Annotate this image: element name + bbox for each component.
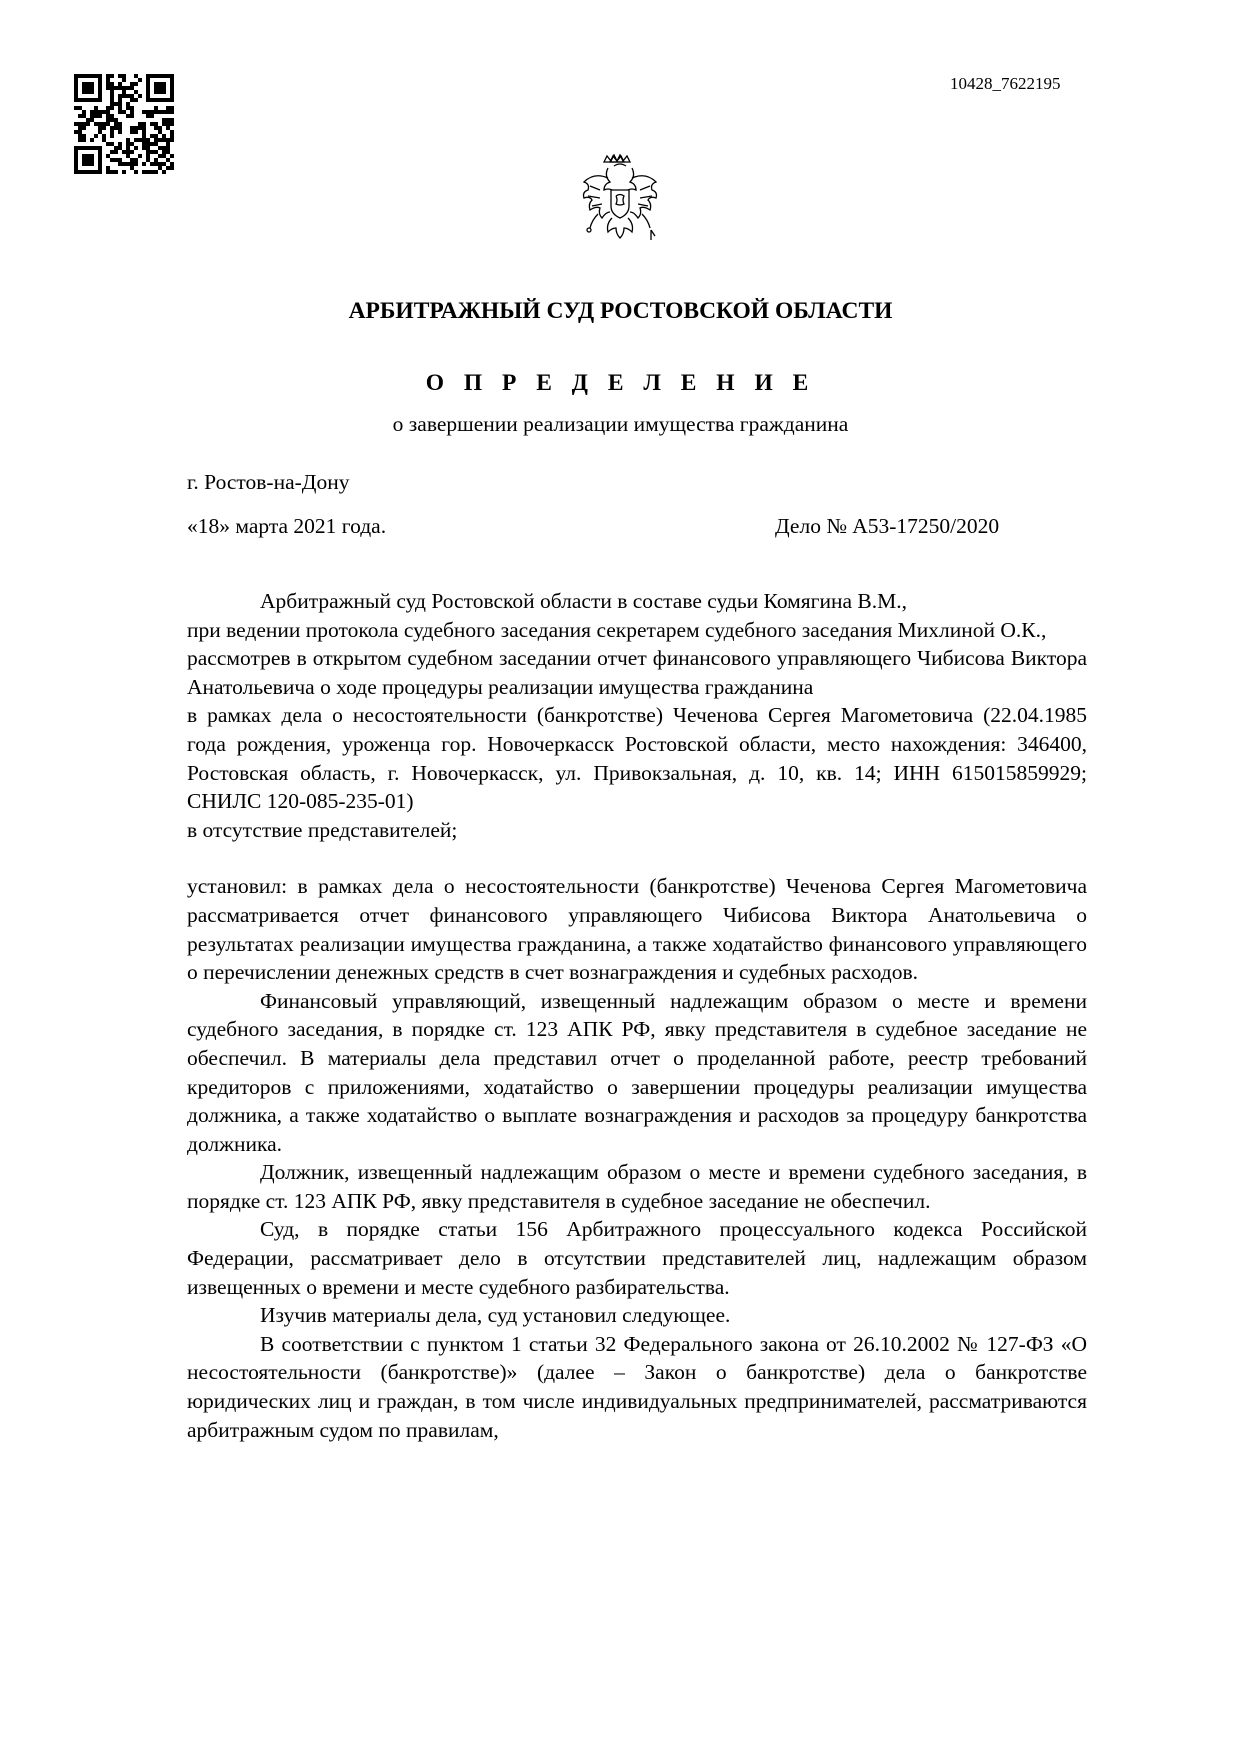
qr-module bbox=[118, 126, 122, 130]
qr-module bbox=[130, 150, 134, 154]
qr-module bbox=[110, 102, 114, 106]
qr-module bbox=[90, 138, 94, 142]
qr-module bbox=[102, 134, 106, 138]
qr-module bbox=[142, 162, 146, 166]
qr-module bbox=[114, 158, 118, 162]
qr-module bbox=[106, 74, 110, 78]
qr-module bbox=[90, 114, 94, 118]
document-date: «18» марта 2021 года. bbox=[187, 514, 387, 538]
qr-module bbox=[154, 138, 158, 142]
qr-module bbox=[122, 162, 126, 166]
qr-module bbox=[90, 118, 94, 122]
qr-module bbox=[82, 126, 86, 130]
qr-module bbox=[158, 130, 162, 134]
qr-module bbox=[154, 106, 158, 110]
document-type: О П Р Е Д Е Л Е Н И Е bbox=[425, 370, 816, 396]
qr-module bbox=[162, 138, 166, 142]
qr-module bbox=[170, 130, 174, 134]
qr-module bbox=[122, 90, 126, 94]
qr-module bbox=[162, 122, 166, 126]
qr-module bbox=[134, 126, 138, 130]
qr-module bbox=[118, 106, 122, 110]
qr-module bbox=[110, 170, 114, 174]
qr-module bbox=[102, 138, 106, 142]
qr-module bbox=[106, 114, 110, 118]
paragraph-absence: в отсутствие представителей; bbox=[187, 817, 458, 842]
qr-module bbox=[150, 150, 154, 154]
qr-module bbox=[138, 154, 142, 158]
qr-module bbox=[86, 122, 90, 126]
qr-module bbox=[98, 130, 102, 134]
qr-module bbox=[114, 122, 118, 126]
qr-module bbox=[78, 138, 82, 142]
qr-module bbox=[114, 146, 118, 150]
qr-module bbox=[170, 118, 174, 122]
qr-module bbox=[110, 86, 114, 90]
qr-module bbox=[98, 114, 102, 118]
coat-of-arms-icon bbox=[578, 152, 662, 248]
qr-module bbox=[130, 110, 134, 114]
qr-module bbox=[166, 110, 170, 114]
qr-module bbox=[110, 142, 114, 146]
paragraph-article-156: Суд, в порядке статьи 156 Арбитражного процессуального кодекса Российской Федерации, рассматривает дело в отсутствии представителей лиц, надлежащим образом извещенных о времени и месте судебного разбирательства. bbox=[187, 1217, 1087, 1299]
qr-module bbox=[110, 106, 114, 110]
qr-module bbox=[106, 122, 110, 126]
document-body bbox=[187, 587, 1087, 1444]
qr-module bbox=[118, 162, 122, 166]
qr-module bbox=[134, 98, 138, 102]
qr-module bbox=[126, 86, 130, 90]
paragraph-court-composition: Арбитражный суд Ростовской области в составе судьи Комягина В.М., bbox=[260, 589, 907, 613]
qr-module bbox=[102, 110, 106, 114]
qr-module bbox=[74, 130, 78, 134]
qr-module bbox=[106, 142, 110, 146]
qr-module bbox=[126, 106, 130, 110]
qr-module bbox=[130, 166, 134, 170]
qr-module bbox=[102, 126, 106, 130]
qr-module bbox=[122, 78, 126, 82]
qr-module bbox=[162, 118, 166, 122]
qr-module bbox=[126, 146, 130, 150]
qr-module bbox=[118, 74, 122, 78]
qr-module bbox=[162, 162, 166, 166]
case-number: Дело № А53-17250/2020 bbox=[775, 514, 1000, 538]
qr-module bbox=[158, 166, 162, 170]
qr-module bbox=[110, 98, 114, 102]
qr-module bbox=[82, 122, 86, 126]
qr-module bbox=[146, 170, 150, 174]
qr-module bbox=[146, 110, 150, 114]
qr-module bbox=[162, 170, 166, 174]
qr-module bbox=[110, 134, 114, 138]
qr-module bbox=[110, 150, 114, 154]
qr-module bbox=[150, 170, 154, 174]
qr-module bbox=[74, 122, 78, 126]
qr-module bbox=[158, 126, 162, 130]
qr-module bbox=[154, 122, 158, 126]
qr-module bbox=[126, 154, 130, 158]
qr-module bbox=[118, 146, 122, 150]
paragraph-manager: Финансовый управляющий, извещенный надлежащим образом о месте и времени судебного заседания, в порядке ст. 123 АПК РФ, явку представителя в судебное заседание не обеспечил. В материалы дела представил отчет о проделанной работе, реестр требований кредиторов с приложениями, ходатайство о завершении процедуры реализации имущества должника, а также ходатайство о выплате вознаграждения и расходов за процедуру банкротства должника. bbox=[187, 988, 1087, 1156]
qr-module bbox=[122, 74, 126, 78]
qr-module bbox=[146, 138, 150, 142]
qr-module bbox=[118, 86, 122, 90]
qr-module bbox=[106, 166, 110, 170]
document-id: 10428_7622195 bbox=[950, 74, 1061, 93]
qr-module bbox=[154, 158, 158, 162]
qr-module bbox=[138, 122, 142, 126]
qr-module bbox=[166, 166, 170, 170]
qr-module bbox=[146, 150, 150, 154]
qr-module bbox=[82, 138, 86, 142]
qr-module bbox=[162, 154, 166, 158]
qr-module bbox=[110, 82, 114, 86]
qr-module bbox=[122, 86, 126, 90]
qr-module bbox=[126, 150, 130, 154]
qr-module bbox=[134, 158, 138, 162]
qr-module bbox=[170, 166, 174, 170]
qr-module bbox=[94, 110, 98, 114]
qr-module bbox=[74, 106, 78, 110]
qr-module bbox=[94, 114, 98, 118]
qr-module bbox=[130, 142, 134, 146]
qr-module bbox=[150, 122, 154, 126]
qr-module bbox=[126, 138, 130, 142]
qr-module bbox=[162, 150, 166, 154]
qr-module bbox=[98, 126, 102, 130]
qr-module bbox=[158, 138, 162, 142]
qr-module bbox=[170, 122, 174, 126]
qr-module bbox=[166, 122, 170, 126]
qr-module bbox=[82, 114, 86, 118]
qr-module bbox=[98, 122, 102, 126]
qr-module bbox=[166, 126, 170, 130]
qr-module bbox=[106, 106, 110, 110]
qr-module bbox=[154, 110, 158, 114]
qr-module bbox=[138, 78, 142, 82]
court-name: АРБИТРАЖНЫЙ СУД РОСТОВСКОЙ ОБЛАСТИ bbox=[348, 298, 893, 324]
qr-module bbox=[106, 118, 110, 122]
qr-module bbox=[118, 122, 122, 126]
qr-module bbox=[106, 86, 110, 90]
qr-module bbox=[114, 150, 118, 154]
qr-module bbox=[130, 86, 134, 90]
qr-module bbox=[154, 150, 158, 154]
qr-module bbox=[162, 134, 166, 138]
qr-module bbox=[102, 122, 106, 126]
qr-module bbox=[170, 138, 174, 142]
qr-module bbox=[154, 162, 158, 166]
qr-module bbox=[134, 74, 138, 78]
qr-module bbox=[154, 134, 158, 138]
qr-module bbox=[98, 110, 102, 114]
document-subtitle: о завершении реализации имущества гражданина bbox=[392, 412, 849, 436]
qr-module bbox=[126, 142, 130, 146]
qr-module bbox=[82, 134, 86, 138]
qr-module bbox=[154, 170, 158, 174]
qr-module bbox=[122, 94, 126, 98]
qr-module bbox=[118, 98, 122, 102]
qr-module bbox=[118, 110, 122, 114]
qr-module bbox=[78, 114, 82, 118]
qr-module bbox=[150, 142, 154, 146]
qr-module bbox=[142, 110, 146, 114]
qr-module bbox=[162, 146, 166, 150]
qr-module bbox=[130, 130, 134, 134]
qr-module bbox=[126, 102, 130, 106]
qr-module bbox=[106, 154, 110, 158]
qr-module bbox=[118, 158, 122, 162]
qr-module bbox=[78, 126, 82, 130]
qr-module bbox=[142, 130, 146, 134]
qr-module bbox=[122, 150, 126, 154]
paragraph-debtor-notice: Должник, извещенный надлежащим образом о месте и времени судебного заседания, в порядке ст. 123 АПК РФ, явку представителя в судебное заседание не обеспечил. bbox=[187, 1160, 1087, 1213]
qr-module bbox=[142, 146, 146, 150]
qr-module bbox=[78, 134, 82, 138]
qr-module bbox=[150, 162, 154, 166]
paragraph-debtor: в рамках дела о несостоятельности (банкротстве) Чеченова Сергея Магометовича (22.04.1985 года рождения, уроженца гор. Новочеркасск Ростовской области, место нахождения: 346400, Ростовская область, г. Новочеркасск, ул. Привокзальная, д. 10, кв. 14; ИНН 615015859929; СНИЛС 120-085-235-01) bbox=[187, 703, 1087, 814]
qr-module bbox=[154, 126, 158, 130]
qr-module bbox=[130, 114, 134, 118]
qr-module bbox=[78, 130, 82, 134]
qr-module bbox=[106, 78, 110, 82]
qr-module bbox=[126, 114, 130, 118]
paragraph-established: установил: в рамках дела о несостоятельности (банкротстве) Чеченова Сергея Магометовича рассматривается отчет финансового управляющего Чибисова Виктора Анатольевича о результатах реализации имущества гражданина, а также ходатайство финансового управляющего о перечислении денежных средств в счет вознаграждения и судебных расходов. bbox=[187, 874, 1087, 985]
qr-module bbox=[170, 106, 174, 110]
qr-module bbox=[114, 118, 118, 122]
qr-module bbox=[142, 134, 146, 138]
qr-module bbox=[150, 114, 154, 118]
qr-module bbox=[142, 138, 146, 142]
qr-module bbox=[114, 170, 118, 174]
paragraph-secretary: при ведении протокола судебного заседания секретарем судебного заседания Михлиной О.К., bbox=[187, 617, 1047, 642]
qr-module bbox=[138, 138, 142, 142]
qr-module bbox=[130, 126, 134, 130]
qr-module bbox=[118, 94, 122, 98]
qr-module bbox=[134, 90, 138, 94]
qr-module bbox=[166, 146, 170, 150]
paragraph-law: В соответствии с пунктом 1 статьи 32 Федерального закона от 26.10.2002 № 127-ФЗ «О несостоятельности (банкротстве)» (далее – Закон о банкротстве) дела о банкротстве юридических лиц и граждан, в том числе индивидуальных предпринимателей, рассматриваются арбитражным судом по правилам, bbox=[187, 1331, 1087, 1442]
qr-module bbox=[94, 106, 98, 110]
qr-module bbox=[78, 122, 82, 126]
qr-module bbox=[146, 154, 150, 158]
qr-module bbox=[134, 162, 138, 166]
qr-module bbox=[94, 122, 98, 126]
qr-module bbox=[110, 114, 114, 118]
qr-module bbox=[106, 82, 110, 86]
qr-module bbox=[150, 134, 154, 138]
qr-module bbox=[170, 154, 174, 158]
qr-module bbox=[142, 126, 146, 130]
qr-module bbox=[166, 158, 170, 162]
qr-module bbox=[78, 106, 82, 110]
qr-module bbox=[134, 138, 138, 142]
paragraph-gap bbox=[187, 844, 1087, 872]
qr-module bbox=[134, 170, 138, 174]
qr-module bbox=[130, 94, 134, 98]
qr-module bbox=[110, 130, 114, 134]
paragraph-report: рассмотрев в открытом судебном заседании отчет финансового управляющего Чибисова Виктора Анатольевича о ходе процедуры реализации имущества гражданина bbox=[187, 646, 1087, 699]
qr-module bbox=[110, 94, 114, 98]
qr-module bbox=[166, 150, 170, 154]
qr-module bbox=[158, 162, 162, 166]
qr-module bbox=[86, 118, 90, 122]
qr-module bbox=[118, 82, 122, 86]
qr-module bbox=[146, 142, 150, 146]
qr-module bbox=[110, 90, 114, 94]
qr-module bbox=[126, 94, 130, 98]
qr-module bbox=[130, 98, 134, 102]
qr-module bbox=[130, 106, 134, 110]
qr-module bbox=[114, 86, 118, 90]
qr-module bbox=[170, 134, 174, 138]
qr-module bbox=[146, 114, 150, 118]
qr-code bbox=[74, 74, 174, 174]
qr-module bbox=[110, 126, 114, 130]
qr-module bbox=[126, 162, 130, 166]
qr-module bbox=[130, 158, 134, 162]
qr-module bbox=[170, 162, 174, 166]
qr-module bbox=[154, 142, 158, 146]
qr-module bbox=[130, 162, 134, 166]
qr-module bbox=[114, 102, 118, 106]
qr-module bbox=[170, 110, 174, 114]
qr-module bbox=[138, 126, 142, 130]
qr-module bbox=[134, 82, 138, 86]
qr-module bbox=[118, 102, 122, 106]
qr-module bbox=[110, 118, 114, 122]
qr-module bbox=[166, 118, 170, 122]
qr-module bbox=[146, 158, 150, 162]
qr-module bbox=[166, 106, 170, 110]
qr-module bbox=[122, 170, 126, 174]
qr-module bbox=[106, 110, 110, 114]
qr-module bbox=[158, 110, 162, 114]
qr-module bbox=[138, 94, 142, 98]
qr-module bbox=[90, 110, 94, 114]
qr-module bbox=[122, 110, 126, 114]
qr-module bbox=[134, 146, 138, 150]
city: г. Ростов-на-Дону bbox=[187, 470, 350, 494]
qr-module bbox=[158, 154, 162, 158]
qr-module bbox=[166, 142, 170, 146]
qr-module bbox=[166, 138, 170, 142]
qr-module bbox=[118, 142, 122, 146]
qr-module bbox=[162, 110, 166, 114]
qr-module bbox=[118, 130, 122, 134]
qr-module bbox=[82, 110, 86, 114]
qr-module bbox=[106, 170, 110, 174]
qr-module bbox=[134, 130, 138, 134]
qr-module bbox=[110, 74, 114, 78]
qr-module bbox=[142, 142, 146, 146]
qr-module bbox=[94, 134, 98, 138]
paragraph-findings: Изучив материалы дела, суд установил следующее. bbox=[260, 1303, 731, 1328]
qr-module bbox=[142, 122, 146, 126]
qr-module bbox=[130, 82, 134, 86]
qr-module bbox=[146, 146, 150, 150]
qr-module bbox=[158, 146, 162, 150]
qr-module bbox=[110, 158, 114, 162]
qr-module bbox=[150, 110, 154, 114]
qr-module bbox=[114, 126, 118, 130]
qr-module bbox=[142, 170, 146, 174]
